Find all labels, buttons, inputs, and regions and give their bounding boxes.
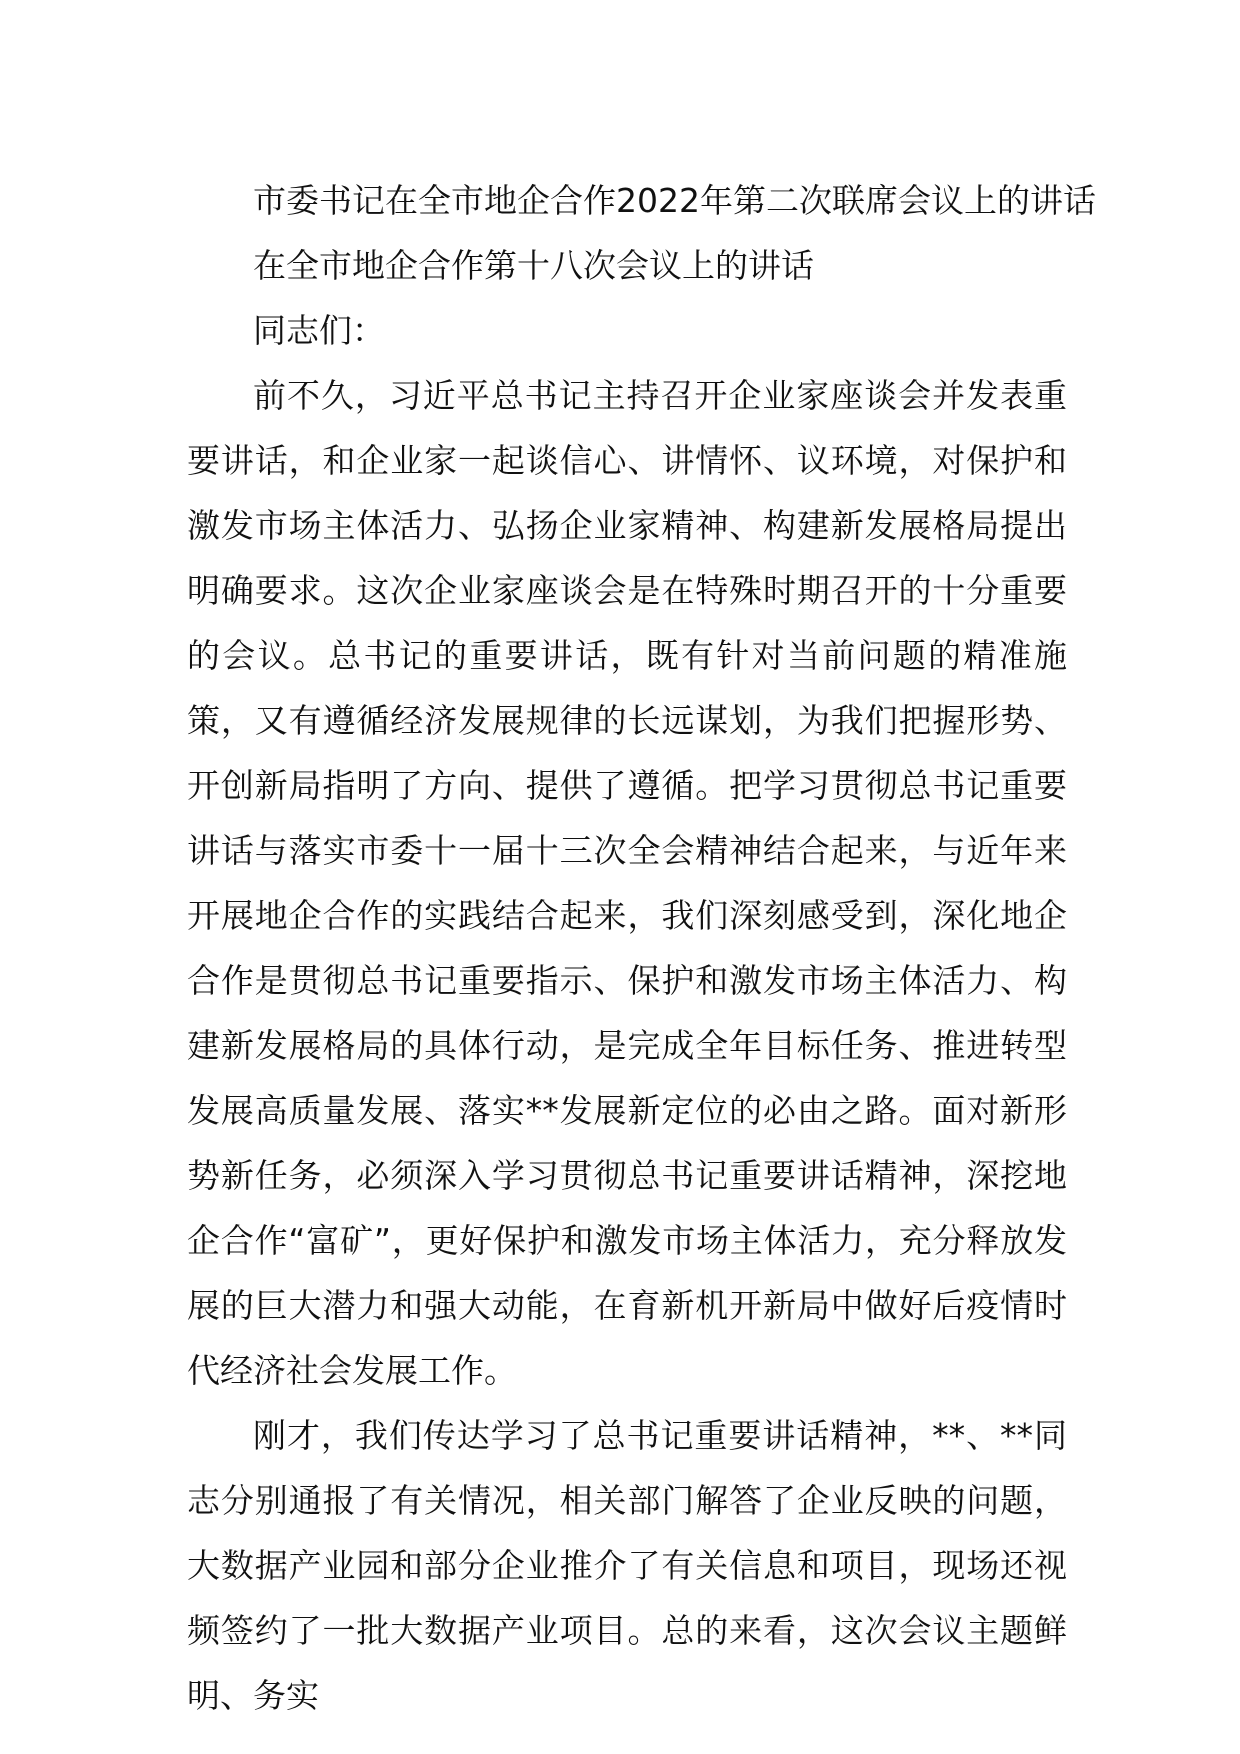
document-title: 市委书记在全市地企合作2022年第二次联席会议上的讲话 (253, 181, 1096, 220)
salutation: 同志们： (253, 311, 385, 350)
document-body (187, 168, 1096, 1728)
document-subtitle: 在全市地企合作第十八次会议上的讲话 (253, 246, 814, 285)
paragraph-1: 前不久，习近平总书记主持召开企业家座谈会并发表重要讲话，和企业家一起谈信心、讲情怀、议环境，对保护和激发市场主体活力、弘扬企业家精神、构建新发展格局提出明确要求。这次企业家座谈会是在特殊时期召开的十分重要的会议。总书记的重要讲话，既有针对当前问题的精准施策，又有遵循经济发展规律的长远谋划，为我们把握形势、开创新局指明了方向、提供了遵循。把学习贯彻总书记重要讲话与落实市委十一届十三次全会精神结合起来，与近年来开展地企合作的实践结合起来，我们深刻感受到，深化地企合作是贯彻总书记重要指示、保护和激发市场主体活力、构建新发展格局的具体行动，是完成全年目标任务、推进转型发展高质量发展、落实**发展新定位的必由之路。面对新形势新任务，必须深入学习贯彻总书记重要讲话精神，深挖地企合作“富矿”，更好保护和激发市场主体活力，充分释放发展的巨大潜力和强大动能，在育新机开新局中做好后疫情时代经济社会发展工作。 (187, 376, 1067, 1390)
paragraph-2: 刚才，我们传达学习了总书记重要讲话精神，**、**同志分别通报了有关情况，相关部门解答了企业反映的问题，大数据产业园和部分企业推介了有关信息和项目，现场还视频签约了一批大数据产业项目。总的来看，这次会议主题鲜明、务实 (187, 1416, 1067, 1715)
